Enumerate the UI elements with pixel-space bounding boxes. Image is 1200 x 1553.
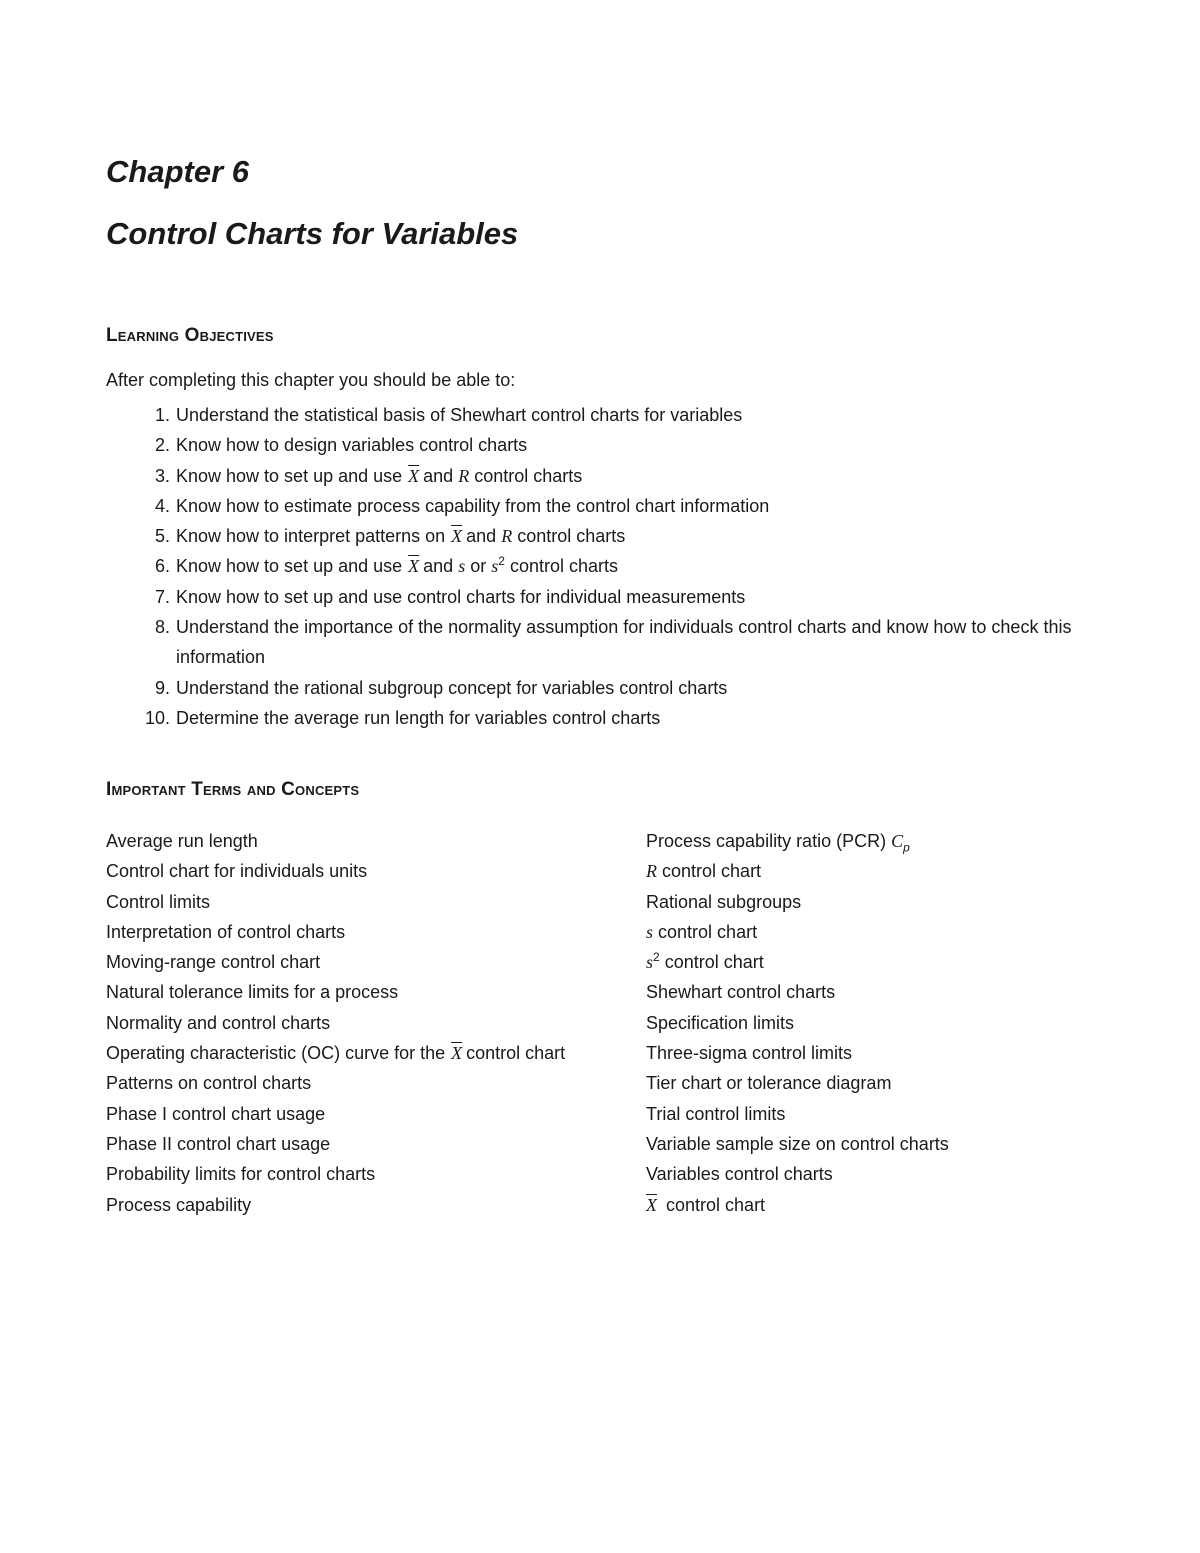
list-text: Know how to set up and use control charts for individual measurements [176,586,746,607]
term-item: Trial control limits [646,1103,786,1124]
r-symbol: R [646,861,657,882]
term-text: control chart [662,861,762,882]
list-text: Know how to set up and use [176,465,403,486]
list-number: 6. [154,556,170,577]
term-item [646,1190,1106,1220]
x-bar-symbol: $\overline{X}$ [451,1043,463,1064]
chapter-title: Control Charts for Variables [106,216,519,251]
r-symbol: R [501,526,513,547]
term-item: Average run length [106,831,258,851]
list-item [106,400,1106,430]
term-item: Probability limits for control charts [106,1164,376,1185]
list-text: or [470,556,487,577]
list-number: 1. [154,405,170,425]
term-item: Three-sigma control limits [646,1043,853,1064]
list-number: 5. [154,526,170,547]
term-item: Variable sample size on control charts [646,1133,949,1154]
list-item [106,673,1106,703]
term-item: Patterns on control charts [106,1073,312,1094]
term-item [646,947,1106,977]
s-symbol: s [458,556,466,577]
term-text: control chart [664,952,764,973]
chapter-label: Chapter 6 [106,154,249,189]
x-bar-symbol: $\overline{X}$ [408,556,420,577]
list-text: Know how to estimate process capability from the control chart information [176,495,770,516]
term-item: Shewhart control charts [646,982,836,1003]
term-item: Normality and control charts [106,1012,331,1033]
list-item [106,703,1106,733]
list-item [106,491,1106,521]
superscript: 2 [498,554,505,569]
list-text: Determine the average run length for variables control charts [176,707,661,728]
term-item: Phase II control chart usage [106,1133,331,1154]
s-squared-symbol: s [491,556,499,577]
objectives-list [106,400,1106,733]
important-terms-heading: Important Terms and Concepts [106,779,360,800]
list-text: and [423,465,454,486]
x-bar-symbol: $\overline{X}$ [646,1194,657,1215]
x-bar-symbol: $\overline{X}$ [408,465,420,486]
list-text: control charts [510,556,619,577]
list-number: 10. [144,707,170,728]
list-item [106,612,1086,673]
term-text: control chart [658,921,758,942]
subscript: p [903,840,910,855]
r-symbol: R [458,465,470,486]
superscript: 2 [653,950,660,965]
term-item [646,826,1106,856]
list-text: Understand the importance of the normality assumption for individuals control charts and know how to check this information [176,617,1072,668]
term-item [646,856,1106,886]
term-text: Operating characteristic (OC) curve for the [106,1043,446,1064]
term-item: Control chart for individuals units [106,861,368,882]
s-symbol: s [646,921,654,942]
term-item: Tier chart or tolerance diagram [646,1073,892,1094]
term-text: Process capability ratio (PCR) [646,831,887,851]
term-item: Control limits [106,891,211,912]
term-text: control chart [666,1194,766,1215]
x-bar-symbol: $\overline{X}$ [451,526,463,547]
list-text: and [466,526,497,547]
terms-column-left [106,826,646,1220]
s-squared-symbol: s [646,952,654,973]
list-item [106,551,1106,581]
learning-objectives-heading: Learning Objectives [106,325,274,346]
term-text: control chart [466,1043,566,1064]
list-item [106,430,1106,460]
list-item [106,582,1106,612]
list-item [106,461,1106,491]
list-text: Understand the statistical basis of Shewhart control charts for variables [176,405,743,425]
list-text: Understand the rational subgroup concept for variables control charts [176,677,728,698]
list-text: control charts [517,526,626,547]
term-item [106,1038,646,1068]
term-item: Specification limits [646,1012,795,1033]
objectives-intro: After completing this chapter you should be able to: [106,370,516,390]
list-number: 3. [154,465,170,486]
list-number: 2. [154,435,170,456]
term-item: Natural tolerance limits for a process [106,982,399,1003]
term-item: Interpretation of control charts [106,921,346,942]
term-item: Moving-range control chart [106,952,321,973]
terms-column-right [646,826,1106,1220]
list-number: 7. [154,586,170,607]
list-number: 4. [154,495,170,516]
term-item: Process capability [106,1194,252,1215]
cp-symbol: C [891,831,904,851]
list-number: 8. [154,617,170,638]
term-item: Phase I control chart usage [106,1103,326,1124]
list-text: Know how to interpret patterns on [176,526,446,547]
list-text: control charts [474,465,583,486]
list-text: Know how to set up and use [176,556,403,577]
term-item: Rational subgroups [646,891,802,912]
term-item [646,917,1106,947]
list-text: Know how to design variables control charts [176,435,528,456]
list-item [106,521,1106,551]
list-number: 9. [154,677,170,698]
list-text: and [423,556,454,577]
term-item: Variables control charts [646,1164,833,1185]
